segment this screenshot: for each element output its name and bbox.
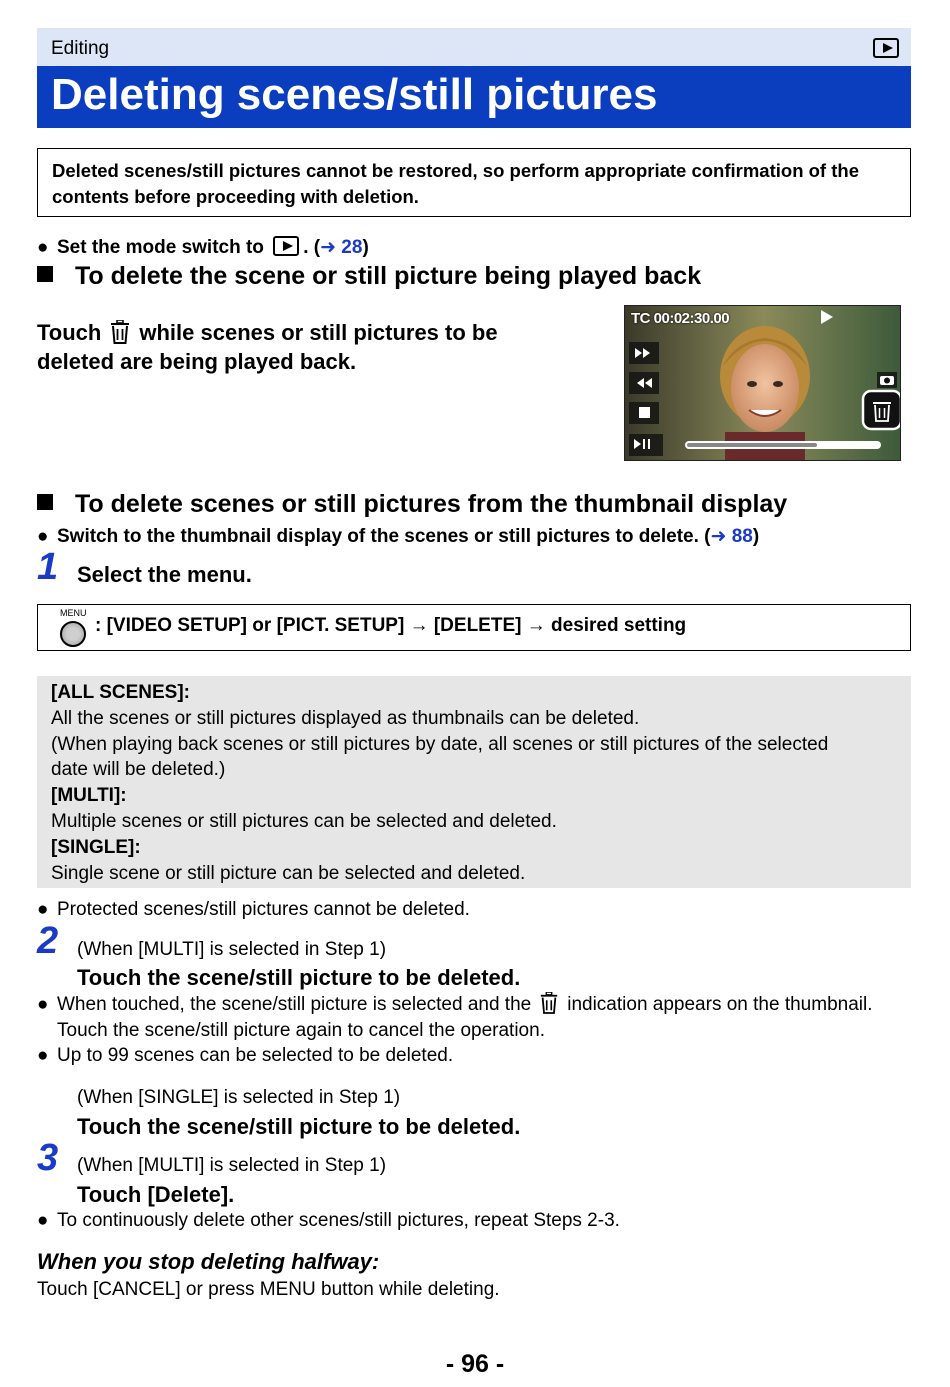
playback-screen-graphic	[625, 306, 901, 461]
thumbnail-note-text: Switch to the thumbnail display of the scenes or still pictures to delete. (	[57, 526, 711, 547]
bullet-icon: ●	[37, 1045, 49, 1066]
option-all-desc-3: date will be deleted.)	[51, 759, 226, 781]
timecode-label: TC 00:02:30.00	[631, 310, 730, 327]
page-link-number: 88	[731, 526, 753, 547]
menu-path-box	[37, 604, 911, 651]
option-single-desc: Single scene or still picture can be selected and deleted.	[51, 862, 526, 884]
step-number-1: 1	[37, 546, 59, 588]
page-link-number: 28	[341, 237, 363, 258]
options-box	[37, 676, 911, 888]
step2-single-condition: (When [SINGLE] is selected in Step 1)	[77, 1087, 401, 1108]
option-all-label: [ALL SCENES]:	[51, 682, 190, 703]
bullet-icon: ●	[37, 1210, 49, 1231]
thumbnail-note-suffix: )	[752, 526, 760, 547]
menu-path-text: : [VIDEO SETUP] or [PICT. SETUP] → [DELETE] → desired setting	[95, 615, 687, 636]
section2-heading	[37, 490, 787, 519]
step-number-2: 2	[37, 920, 59, 962]
page-title: Deleting scenes/still pictures	[37, 66, 911, 128]
step3-title: Touch [Delete].	[77, 1182, 235, 1207]
step2-note1-post: indication appears on the thumbnail.	[567, 994, 873, 1015]
step2-note2-text: Up to 99 scenes can be selected to be deleted.	[57, 1045, 454, 1066]
step2-multi-condition: (When [MULTI] is selected in Step 1)	[77, 939, 387, 960]
arrow-icon: ➜	[320, 237, 337, 258]
arrow-icon: ➜	[710, 526, 727, 547]
bullet-icon: ●	[37, 526, 49, 547]
stop-text: Touch [CANCEL] or press MENU button while deleting.	[37, 1279, 500, 1300]
menu-button-label: MENU	[60, 608, 87, 618]
step2-note1-pre: When touched, the scene/still picture is selected and the	[57, 994, 532, 1015]
stop-heading: When you stop deleting halfway:	[37, 1249, 380, 1274]
option-all-desc-1: All the scenes or still pictures displayed as thumbnails can be deleted.	[51, 707, 640, 729]
page-link-28[interactable]	[320, 237, 362, 258]
bullet-icon: ●	[37, 899, 49, 920]
section2-heading-text: To delete scenes or still pictures from the thumbnail display	[75, 490, 788, 518]
square-bullet-icon	[37, 494, 53, 510]
section1-heading-text: To delete the scene or still picture being played back	[75, 262, 702, 290]
option-single-label: [SINGLE]:	[51, 836, 141, 858]
section-header-bar	[37, 28, 911, 66]
menu-button-icon	[60, 621, 86, 647]
bullet-icon: ●	[37, 237, 49, 258]
mode-note-middle: . (	[303, 237, 321, 258]
page-link-88[interactable]	[711, 526, 753, 547]
page-number: - 96 -	[445, 1350, 505, 1378]
trash-icon	[539, 992, 559, 1014]
playback-screen-image	[624, 305, 901, 461]
playback-mode-icon	[873, 38, 899, 58]
step2-note1-line2: Touch the scene/still picture again to cancel the operation.	[57, 1020, 545, 1041]
square-bullet-icon	[37, 266, 53, 282]
mode-note-prefix: Set the mode switch to	[57, 237, 264, 258]
warning-box: Deleted scenes/still pictures cannot be restored, so perform appropriate confirmation of the contents before proceeding with deletion.	[37, 148, 911, 217]
option-multi-desc: Multiple scenes or still pictures can be selected and deleted.	[51, 810, 557, 832]
step2-title: Touch the scene/still picture to be deleted.	[77, 965, 521, 990]
step-number-3: 3	[37, 1137, 59, 1179]
step2-single-title: Touch the scene/still picture to be deleted.	[77, 1114, 521, 1139]
touch-line2: deleted are being played back.	[37, 349, 357, 374]
step1-title: Select the menu.	[77, 562, 252, 587]
protected-note-text: Protected scenes/still pictures cannot be deleted.	[57, 899, 470, 920]
section1-heading	[37, 262, 701, 291]
touch-post: while scenes or still pictures to be	[139, 320, 498, 345]
step3-note-text: To continuously delete other scenes/still pictures, repeat Steps 2-3.	[57, 1210, 620, 1231]
bullet-icon: ●	[37, 994, 49, 1015]
touch-pre: Touch	[37, 320, 102, 345]
touch-instruction	[37, 318, 597, 376]
section-label: Editing	[51, 38, 110, 59]
step3-condition: (When [MULTI] is selected in Step 1)	[77, 1155, 387, 1176]
mode-note-suffix: )	[362, 237, 369, 258]
option-multi-label: [MULTI]:	[51, 785, 127, 807]
option-all-desc-2: (When playing back scenes or still pictures by date, all scenes or still pictures of the selected	[51, 733, 829, 755]
playback-mode-icon	[273, 236, 299, 256]
trash-icon	[109, 320, 131, 344]
